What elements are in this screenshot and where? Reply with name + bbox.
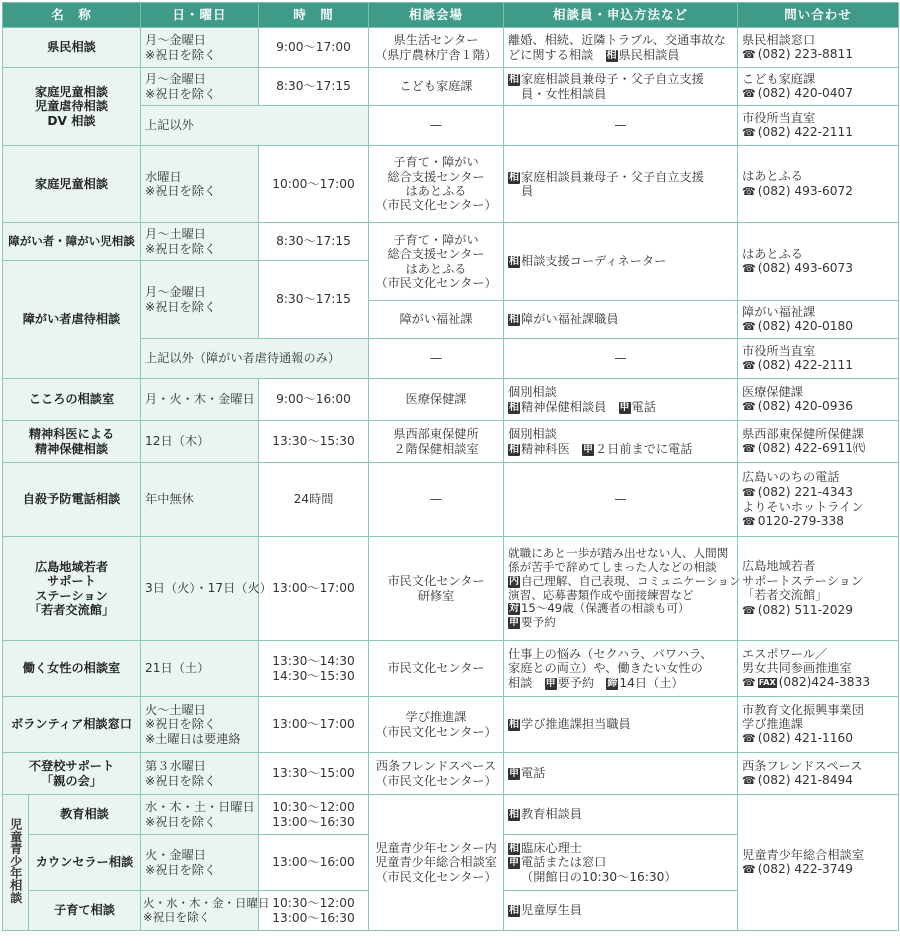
phone-icon: ☎ (742, 262, 756, 276)
sou-mark-icon: 相 (509, 719, 520, 731)
row-venue: 子育て・障がい 総合支援センター はあとふる （市民文化センター） (369, 146, 504, 223)
phone-icon: ☎ (742, 442, 756, 456)
row-contact: 県西部東保健所保健課 ☎ (082) 422-6911㈹ (738, 421, 899, 463)
row-katei2 (3, 146, 899, 223)
row-kyoiku (3, 795, 899, 835)
row-days: 年中無休 (141, 463, 259, 537)
row-name: カウンセラー相談 (29, 835, 141, 891)
row-time: 13:30～14:30 14:30～15:30 (259, 641, 369, 697)
row-venue: — (369, 106, 504, 146)
row-contact: 障がい福祉課 ☎ (082) 420-0180 (738, 301, 899, 339)
phone-icon: ☎ (742, 863, 756, 877)
row-staff: — (504, 339, 738, 379)
phone-icon: ☎ (742, 774, 756, 788)
phone-icon: ☎ (742, 732, 756, 746)
row-days: 21日（土） (141, 641, 259, 697)
row-kokoro (3, 379, 899, 421)
row-contact: エスポワール／ 男女共同参画推進室 ☎ FAX (082)424-3833 (738, 641, 899, 697)
row-contact: 市教育文化振興事業団 学び推進課 ☎ (082) 421-1160 (738, 697, 899, 753)
row-days: 上記以外 (141, 106, 369, 146)
sou-mark-icon: 相 (606, 49, 617, 61)
row-time: 13:30～15:30 (259, 421, 369, 463)
row-days: 上記以外（障がい者虐待通報のみ） (141, 339, 369, 379)
row-name: 障がい者・障がい児相談 (3, 223, 141, 261)
row-name: こころの相談室 (3, 379, 141, 421)
row-kenmin (3, 28, 899, 68)
row-venue: 子育て・障がい 総合支援センター はあとふる （市民文化センター） (369, 223, 504, 301)
shin-mark-icon: 申 (509, 616, 520, 628)
row-katei1 (3, 68, 899, 106)
sou-mark-icon: 相 (509, 74, 520, 86)
header-time: 時 間 (259, 3, 369, 28)
row-name: 家庭児童相談 児童虐待相談 DV 相談 (3, 68, 141, 146)
phone-icon: ☎ (742, 87, 756, 101)
header-name: 名 称 (3, 3, 141, 28)
row-venue: 市民文化センター (369, 641, 504, 697)
row-contact: 市役所当直室 ☎ (082) 422-2111 (738, 339, 899, 379)
row-venue: 医療保健課 (369, 379, 504, 421)
row-contact: はあとふる ☎ (082) 493-6072 (738, 146, 899, 223)
row-futoko (3, 753, 899, 795)
row-josei (3, 641, 899, 697)
sou-mark-icon: 相 (509, 809, 520, 821)
row-time: 10:00～17:00 (259, 146, 369, 223)
row-name: 自殺予防電話相談 (3, 463, 141, 537)
row-name: 精神科医による 精神保健相談 (3, 421, 141, 463)
row-staff: — (504, 463, 738, 537)
shin-mark-icon: 申 (582, 443, 593, 455)
phone-icon: ☎ (742, 359, 756, 373)
tai-mark-icon: 対 (509, 603, 520, 615)
row-staff: 相 障がい福祉課職員 (504, 301, 738, 339)
header-row (3, 3, 899, 28)
shin-mark-icon: 申 (509, 857, 520, 869)
row-staff: 相 児童厚生員 (504, 891, 738, 931)
phone-icon: ☎ (742, 48, 756, 62)
row-days: 月・火・木・金曜日 (141, 379, 259, 421)
sou-mark-icon: 相 (509, 314, 520, 326)
shin-mark-icon: 申 (509, 768, 520, 780)
row-name: ボランティア相談窓口 (3, 697, 141, 753)
row-venue: 児童青少年センター内 児童青少年総合相談室 （市民文化センター） (369, 795, 504, 931)
row-time: 10:30～12:00 13:00～16:30 (259, 891, 369, 931)
row-days: 火～土曜日 ※祝日を除く ※土曜日は要連絡 (141, 697, 259, 753)
row-wakamono (3, 537, 899, 641)
phone-icon: ☎ (742, 320, 756, 334)
row-time: 13:00～16:00 (259, 835, 369, 891)
row-venue: 市民文化センター 研修室 (369, 537, 504, 641)
shime-mark-icon: 締 (607, 677, 618, 689)
row-contact: 西条フレンドスペース ☎ (082) 421-8494 (738, 753, 899, 795)
row-contact: 医療保健課 ☎ (082) 420-0936 (738, 379, 899, 421)
sou-mark-icon: 相 (509, 171, 520, 183)
sou-mark-icon: 相 (509, 256, 520, 268)
row-contact: はあとふる ☎ (082) 493-6073 (738, 223, 899, 301)
row-name: 県民相談 (3, 28, 141, 68)
consultation-table (2, 2, 899, 931)
row-days: 月～金曜日 ※祝日を除く (141, 261, 259, 339)
shin-mark-icon: 申 (545, 677, 556, 689)
row-venue: 県西部東保健所 ２階保健相談室 (369, 421, 504, 463)
shin-mark-icon: 申 (619, 401, 630, 413)
row-time: 13:30～15:00 (259, 753, 369, 795)
row-staff: — (504, 106, 738, 146)
row-staff: 個別相談 相 精神保健相談員 申 電話 (504, 379, 738, 421)
row-name: 子育て相談 (29, 891, 141, 931)
row-staff: 相 家庭相談員兼母子・父子自立支援 員・女性相談員 (504, 68, 738, 106)
row-volunteer (3, 697, 899, 753)
row-staff: 申 電話 (504, 753, 738, 795)
row-days: 月～金曜日 ※祝日を除く (141, 68, 259, 106)
row-venue: — (369, 339, 504, 379)
sou-mark-icon: 相 (509, 905, 520, 917)
sou-mark-icon: 相 (509, 443, 520, 455)
row-name: 不登校サポート 「親の会」 (3, 753, 141, 795)
row-days: 火・水・木・金・日曜日 ※祝日を除く (141, 891, 259, 931)
row-days: 月～金曜日 ※祝日を除く (141, 28, 259, 68)
row-time: 9:00～16:00 (259, 379, 369, 421)
phone-icon: ☎ (742, 184, 756, 198)
row-shogai (3, 223, 899, 261)
sou-mark-icon: 相 (509, 842, 520, 854)
nai-mark-icon: 内 (509, 575, 520, 587)
row-days: 第３水曜日 ※祝日を除く (141, 753, 259, 795)
row-name: 教育相談 (29, 795, 141, 835)
phone-icon: ☎ (742, 514, 756, 528)
row-venue: — (369, 463, 504, 537)
row-contact: 県民相談窓口 ☎ (082) 223-8811 (738, 28, 899, 68)
row-venue: 西条フレンドスペース （市民文化センター） (369, 753, 504, 795)
row-days: 3日（火）・17日（火） (141, 537, 259, 641)
row-staff: 相 教育相談員 (504, 795, 738, 835)
row-time: 9:00～17:00 (259, 28, 369, 68)
row-staff: 個別相談 相 精神科医 申 ２日前までに電話 (504, 421, 738, 463)
header-staff: 相談員・申込方法など (504, 3, 738, 28)
row-days: 月～土曜日 ※祝日を除く (141, 223, 259, 261)
row-contact: 広島地域若者 サポートステーション 「若者交流館」 ☎ (082) 511-2029 (738, 537, 899, 641)
row-time: 8:30～17:15 (259, 68, 369, 106)
phone-icon: ☎ (742, 485, 756, 499)
row-contact: 市役所当直室 ☎ (082) 422-2111 (738, 106, 899, 146)
row-name: 障がい者虐待相談 (3, 261, 141, 379)
row-contact: 児童青少年総合相談室 ☎ (082) 422-3749 (738, 795, 899, 931)
row-days: 12日（木） (141, 421, 259, 463)
phone-icon: ☎ (742, 676, 756, 690)
row-venue: 県生活センター （県庁農林庁舎１階） (369, 28, 504, 68)
row-staff: 相 家庭相談員兼母子・父子自立支援 員 (504, 146, 738, 223)
row-jisatsu (3, 463, 899, 537)
side-label-youth: 児童青少年相談 (3, 795, 29, 931)
row-staff: 仕事上の悩み（セクハラ、パワハラ、 家庭との両立）や、働きたい女性の 相談 申 要予約 締 14日（土） (504, 641, 738, 697)
row-name: 家庭児童相談 (3, 146, 141, 223)
phone-icon: ☎ (742, 400, 756, 414)
header-days: 日・曜日 (141, 3, 259, 28)
row-days: 水曜日 ※祝日を除く (141, 146, 259, 223)
row-name: 広島地域若者 サポート ステーション 「若者交流館」 (3, 537, 141, 641)
row-venue: 学び推進課 （市民文化センター） (369, 697, 504, 753)
fax-icon: FAX (758, 678, 776, 688)
row-staff: 相 学び推進課担当職員 (504, 697, 738, 753)
row-days: 火・金曜日 ※祝日を除く (141, 835, 259, 891)
row-staff: 離婚、相続、近隣トラブル、交通事故な どに関する相談 相 県民相談員 (504, 28, 738, 68)
row-staff: 相 相談支援コーディネーター (504, 223, 738, 301)
row-staff: 相 臨床心理士 申 電話または窓口 （開館日の10:30～16:30） (504, 835, 738, 891)
phone-icon: ☎ (742, 603, 756, 617)
header-contact: 問い合わせ (738, 3, 899, 28)
header-venue: 相談会場 (369, 3, 504, 28)
row-time: 8:30～17:15 (259, 261, 369, 339)
row-name: 働く女性の相談室 (3, 641, 141, 697)
row-venue: こども家庭課 (369, 68, 504, 106)
sou-mark-icon: 相 (509, 401, 520, 413)
row-seishin (3, 421, 899, 463)
phone-icon: ☎ (742, 126, 756, 140)
row-time: 24時間 (259, 463, 369, 537)
row-time: 8:30～17:15 (259, 223, 369, 261)
row-staff: 就職にあと一歩が踏み出せない人、人間関 係が苦手で辞めてしまった人などの相談 内 自己理解、自己表現、コミュニケーション 演習、応募書類作成や面接練習など 対 15～49歳（保護者の相談も可） 申 要予約 (504, 537, 738, 641)
row-time: 13:00～17:00 (259, 697, 369, 753)
row-venue: 障がい福祉課 (369, 301, 504, 339)
row-days: 水・木・土・日曜日 ※祝日を除く (141, 795, 259, 835)
row-contact: こども家庭課 ☎ (082) 420-0407 (738, 68, 899, 106)
row-time: 13:00～17:00 (259, 537, 369, 641)
row-contact: 広島いのちの電話 ☎ (082) 221-4343 よりそいホットライン ☎ 0120-279-338 (738, 463, 899, 537)
row-time: 10:30～12:00 13:00～16:30 (259, 795, 369, 835)
